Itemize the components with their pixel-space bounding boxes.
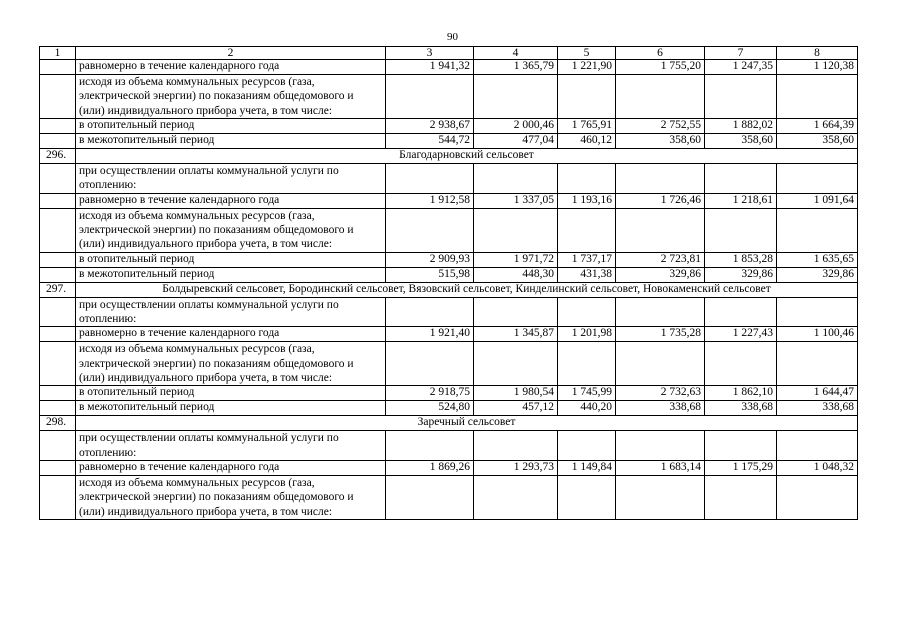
value-cell: 1 765,91 bbox=[558, 119, 616, 134]
row-label: в отопительный период bbox=[76, 386, 386, 401]
value-cell: 457,12 bbox=[474, 401, 558, 416]
value-cell bbox=[616, 297, 705, 327]
value-cell: 1 175,29 bbox=[705, 460, 777, 475]
value-cell: 460,12 bbox=[558, 134, 616, 149]
value-cell: 1 635,65 bbox=[777, 252, 858, 267]
value-cell: 1 227,43 bbox=[705, 327, 777, 342]
section-index: 298. bbox=[40, 416, 76, 431]
table-row bbox=[40, 401, 858, 416]
table-row bbox=[40, 119, 858, 134]
value-cell: 2 909,93 bbox=[386, 252, 474, 267]
value-cell: 1 149,84 bbox=[558, 460, 616, 475]
table-row-description bbox=[40, 475, 858, 519]
value-cell: 1 745,99 bbox=[558, 386, 616, 401]
value-cell bbox=[705, 74, 777, 118]
table-row-description bbox=[40, 342, 858, 386]
row-index-cell bbox=[40, 342, 76, 386]
row-label: равномерно в течение календарного года bbox=[76, 60, 386, 75]
value-cell bbox=[705, 297, 777, 327]
value-cell bbox=[616, 208, 705, 252]
row-index-cell bbox=[40, 297, 76, 327]
row-index-cell bbox=[40, 431, 76, 461]
value-cell bbox=[474, 74, 558, 118]
value-cell: 1 048,32 bbox=[777, 460, 858, 475]
value-cell: 1 971,72 bbox=[474, 252, 558, 267]
value-cell: 358,60 bbox=[705, 134, 777, 149]
value-cell: 1 755,20 bbox=[616, 60, 705, 75]
value-cell: 1 921,40 bbox=[386, 327, 474, 342]
value-cell: 2 918,75 bbox=[386, 386, 474, 401]
table-row-description bbox=[40, 74, 858, 118]
table-row bbox=[40, 60, 858, 75]
value-cell bbox=[474, 208, 558, 252]
row-label: в межотопительный период bbox=[76, 134, 386, 149]
row-label: в отопительный период bbox=[76, 119, 386, 134]
table-row bbox=[40, 460, 858, 475]
value-cell: 338,68 bbox=[777, 401, 858, 416]
value-cell bbox=[386, 208, 474, 252]
value-cell bbox=[386, 431, 474, 461]
value-cell: 329,86 bbox=[705, 267, 777, 282]
row-label: равномерно в течение календарного года bbox=[76, 460, 386, 475]
row-index-cell bbox=[40, 74, 76, 118]
value-cell bbox=[386, 163, 474, 193]
value-cell bbox=[616, 431, 705, 461]
row-index-cell bbox=[40, 163, 76, 193]
value-cell: 2 000,46 bbox=[474, 119, 558, 134]
value-cell bbox=[705, 475, 777, 519]
value-cell: 358,60 bbox=[616, 134, 705, 149]
value-cell bbox=[705, 163, 777, 193]
page-number: 90 bbox=[447, 31, 458, 43]
value-cell: 1 869,26 bbox=[386, 460, 474, 475]
value-cell: 1 862,10 bbox=[705, 386, 777, 401]
value-cell: 1 941,32 bbox=[386, 60, 474, 75]
column-header: 6 bbox=[616, 47, 705, 60]
value-cell: 1 664,39 bbox=[777, 119, 858, 134]
value-cell bbox=[558, 475, 616, 519]
value-cell bbox=[386, 297, 474, 327]
value-cell bbox=[558, 208, 616, 252]
value-cell: 1 365,79 bbox=[474, 60, 558, 75]
value-cell: 329,86 bbox=[616, 267, 705, 282]
column-header: 1 bbox=[40, 47, 76, 60]
row-index-cell bbox=[40, 386, 76, 401]
value-cell bbox=[777, 163, 858, 193]
value-cell bbox=[474, 431, 558, 461]
value-cell bbox=[705, 431, 777, 461]
row-label: равномерно в течение календарного года bbox=[76, 193, 386, 208]
row-index-cell bbox=[40, 119, 76, 134]
value-cell bbox=[705, 342, 777, 386]
value-cell: 338,68 bbox=[616, 401, 705, 416]
value-cell: 1 201,98 bbox=[558, 327, 616, 342]
row-label: исходя из объема коммунальных ресурсов (газа, электрической энергии) по показаниям общедомового и (или) индивидуального прибора учета, в том числе: bbox=[76, 208, 386, 252]
row-index-cell bbox=[40, 134, 76, 149]
value-cell bbox=[558, 74, 616, 118]
value-cell: 2 752,55 bbox=[616, 119, 705, 134]
value-cell bbox=[616, 475, 705, 519]
section-title: Благодарновский сельсовет bbox=[76, 148, 858, 163]
table-row bbox=[40, 193, 858, 208]
value-cell bbox=[777, 297, 858, 327]
section-index: 296. bbox=[40, 148, 76, 163]
value-cell: 1 345,87 bbox=[474, 327, 558, 342]
row-label: при осуществлении оплаты коммунальной услуги по отоплению: bbox=[76, 431, 386, 461]
table-row bbox=[40, 252, 858, 267]
value-cell bbox=[777, 475, 858, 519]
row-index-cell bbox=[40, 475, 76, 519]
value-cell bbox=[705, 208, 777, 252]
value-cell: 338,68 bbox=[705, 401, 777, 416]
value-cell: 1 853,28 bbox=[705, 252, 777, 267]
value-cell: 1 193,16 bbox=[558, 193, 616, 208]
table-row bbox=[40, 267, 858, 282]
section-index: 297. bbox=[40, 282, 76, 297]
value-cell bbox=[386, 342, 474, 386]
section-row bbox=[40, 282, 858, 297]
table-row bbox=[40, 327, 858, 342]
value-cell: 1 980,54 bbox=[474, 386, 558, 401]
value-cell bbox=[558, 342, 616, 386]
value-cell: 358,60 bbox=[777, 134, 858, 149]
value-cell: 1 726,46 bbox=[616, 193, 705, 208]
row-label: равномерно в течение календарного года bbox=[76, 327, 386, 342]
section-row bbox=[40, 148, 858, 163]
value-cell bbox=[474, 163, 558, 193]
column-header: 7 bbox=[705, 47, 777, 60]
row-label: исходя из объема коммунальных ресурсов (газа, электрической энергии) по показаниям общедомового и (или) индивидуального прибора учета, в том числе: bbox=[76, 74, 386, 118]
value-cell: 1 293,73 bbox=[474, 460, 558, 475]
value-cell bbox=[777, 342, 858, 386]
value-cell bbox=[777, 208, 858, 252]
value-cell: 440,20 bbox=[558, 401, 616, 416]
row-index-cell bbox=[40, 327, 76, 342]
value-cell: 1 221,90 bbox=[558, 60, 616, 75]
row-index-cell bbox=[40, 401, 76, 416]
table-row-description bbox=[40, 163, 858, 193]
section-title: Заречный сельсовет bbox=[76, 416, 858, 431]
column-number-row bbox=[40, 47, 858, 60]
value-cell: 2 732,63 bbox=[616, 386, 705, 401]
section-row bbox=[40, 416, 858, 431]
table-row-description bbox=[40, 208, 858, 252]
value-cell: 1 735,28 bbox=[616, 327, 705, 342]
row-label: исходя из объема коммунальных ресурсов (газа, электрической энергии) по показаниям общедомового и (или) индивидуального прибора учета, в том числе: bbox=[76, 342, 386, 386]
value-cell bbox=[474, 475, 558, 519]
value-cell: 1 247,35 bbox=[705, 60, 777, 75]
value-cell bbox=[558, 431, 616, 461]
value-cell: 1 683,14 bbox=[616, 460, 705, 475]
value-cell: 524,80 bbox=[386, 401, 474, 416]
column-header: 4 bbox=[474, 47, 558, 60]
value-cell: 477,04 bbox=[474, 134, 558, 149]
column-header: 5 bbox=[558, 47, 616, 60]
value-cell bbox=[558, 163, 616, 193]
row-label: при осуществлении оплаты коммунальной услуги по отоплению: bbox=[76, 163, 386, 193]
row-label: при осуществлении оплаты коммунальной услуги по отоплению: bbox=[76, 297, 386, 327]
row-index-cell bbox=[40, 193, 76, 208]
value-cell: 329,86 bbox=[777, 267, 858, 282]
value-cell bbox=[777, 74, 858, 118]
value-cell: 1 644,47 bbox=[777, 386, 858, 401]
tariff-table bbox=[39, 46, 858, 520]
value-cell: 1 091,64 bbox=[777, 193, 858, 208]
value-cell bbox=[616, 342, 705, 386]
value-cell: 1 100,46 bbox=[777, 327, 858, 342]
value-cell: 1 882,02 bbox=[705, 119, 777, 134]
column-header: 3 bbox=[386, 47, 474, 60]
row-label: в межотопительный период bbox=[76, 267, 386, 282]
value-cell: 544,72 bbox=[386, 134, 474, 149]
value-cell: 2 723,81 bbox=[616, 252, 705, 267]
column-header: 2 bbox=[76, 47, 386, 60]
row-index-cell bbox=[40, 252, 76, 267]
row-index-cell bbox=[40, 208, 76, 252]
value-cell bbox=[558, 297, 616, 327]
value-cell bbox=[616, 74, 705, 118]
value-cell bbox=[474, 297, 558, 327]
table-row bbox=[40, 386, 858, 401]
value-cell bbox=[616, 163, 705, 193]
table-body bbox=[40, 60, 858, 520]
table-row-description bbox=[40, 431, 858, 461]
value-cell bbox=[386, 475, 474, 519]
value-cell bbox=[777, 431, 858, 461]
value-cell: 1 912,58 bbox=[386, 193, 474, 208]
value-cell: 1 737,17 bbox=[558, 252, 616, 267]
row-index-cell bbox=[40, 60, 76, 75]
value-cell: 431,38 bbox=[558, 267, 616, 282]
value-cell: 515,98 bbox=[386, 267, 474, 282]
row-index-cell bbox=[40, 460, 76, 475]
table-row-description bbox=[40, 297, 858, 327]
value-cell: 1 337,05 bbox=[474, 193, 558, 208]
row-label: в отопительный период bbox=[76, 252, 386, 267]
row-label: в межотопительный период bbox=[76, 401, 386, 416]
value-cell bbox=[474, 342, 558, 386]
section-title: Болдыревский сельсовет, Бородинский сельсовет, Вязовский сельсовет, Кинделинский сельсовет, Новокаменский сельсовет bbox=[76, 282, 858, 297]
row-label: исходя из объема коммунальных ресурсов (газа, электрической энергии) по показаниям общедомового и (или) индивидуального прибора учета, в том числе: bbox=[76, 475, 386, 519]
table-row bbox=[40, 134, 858, 149]
value-cell bbox=[386, 74, 474, 118]
value-cell: 2 938,67 bbox=[386, 119, 474, 134]
row-index-cell bbox=[40, 267, 76, 282]
column-header: 8 bbox=[777, 47, 858, 60]
value-cell: 448,30 bbox=[474, 267, 558, 282]
value-cell: 1 120,38 bbox=[777, 60, 858, 75]
value-cell: 1 218,61 bbox=[705, 193, 777, 208]
